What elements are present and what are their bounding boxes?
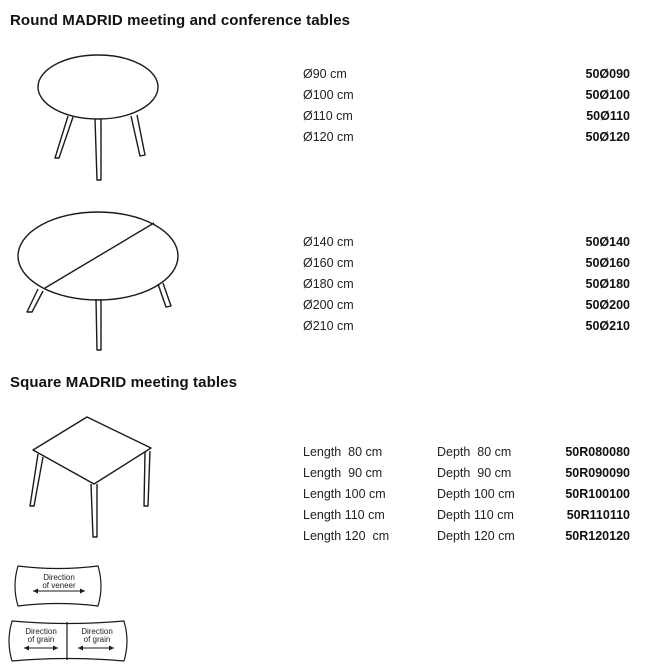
- length-label: Length 120 cm: [303, 529, 390, 543]
- product-code: 50Ø160: [585, 256, 630, 270]
- depth-label: Depth 120 cm: [437, 529, 515, 543]
- product-code: 50R090090: [565, 466, 630, 480]
- grain-label-left: [20, 628, 62, 644]
- size-label: Ø180 cm: [303, 277, 354, 291]
- size-label: Ø160 cm: [303, 256, 354, 270]
- length-label: Length 90 cm: [303, 466, 383, 480]
- large-round-table-drawing: [18, 212, 178, 350]
- grain-right-line1: Direction: [81, 627, 113, 636]
- size-label: Ø210 cm: [303, 319, 354, 333]
- size-label: Ø110 cm: [303, 109, 353, 123]
- square-tables-title: Square MADRID meeting tables: [10, 374, 238, 391]
- size-label: Ø90 cm: [303, 67, 347, 81]
- length-label: Length 100 cm: [303, 487, 386, 501]
- grain-left-line2: of grain: [27, 635, 55, 644]
- product-code: 50Ø110: [586, 109, 630, 123]
- length-label: Length 110 cm: [303, 508, 385, 522]
- product-code: 50Ø200: [585, 298, 630, 312]
- product-code: 50Ø090: [585, 67, 630, 81]
- grain-right-line2: of grain: [83, 635, 111, 644]
- veneer-label: [38, 574, 80, 590]
- size-label: Ø200 cm: [303, 298, 354, 312]
- depth-label: Depth 100 cm: [437, 487, 515, 501]
- product-code: 50R080080: [565, 445, 630, 459]
- depth-label: Depth 90 cm: [437, 466, 512, 480]
- length-label: Length 80 cm: [303, 445, 383, 459]
- product-code: 50Ø120: [585, 130, 630, 144]
- veneer-label-line1: Direction: [43, 573, 75, 582]
- square-table-drawing: [30, 417, 151, 537]
- grain-left-line1: Direction: [25, 627, 57, 636]
- size-label: Ø120 cm: [303, 130, 354, 144]
- round-tables-title: Round MADRID meeting and conference tables: [10, 12, 351, 29]
- product-code: 50Ø100: [585, 88, 630, 102]
- veneer-label-line2: of veneer: [42, 581, 76, 590]
- depth-label: Depth 80 cm: [437, 445, 512, 459]
- product-code: 50R100100: [565, 487, 630, 501]
- product-code: 50Ø210: [585, 319, 630, 333]
- size-label: Ø140 cm: [303, 235, 354, 249]
- grain-label-right: [76, 628, 118, 644]
- small-round-table-drawing: [38, 55, 158, 180]
- depth-label: Depth 110 cm: [437, 508, 514, 522]
- size-label: Ø100 cm: [303, 88, 354, 102]
- product-code: 50Ø140: [585, 235, 630, 249]
- product-code: 50Ø180: [585, 277, 630, 291]
- product-code: 50R120120: [565, 529, 630, 543]
- product-code: 50R110110: [566, 508, 630, 522]
